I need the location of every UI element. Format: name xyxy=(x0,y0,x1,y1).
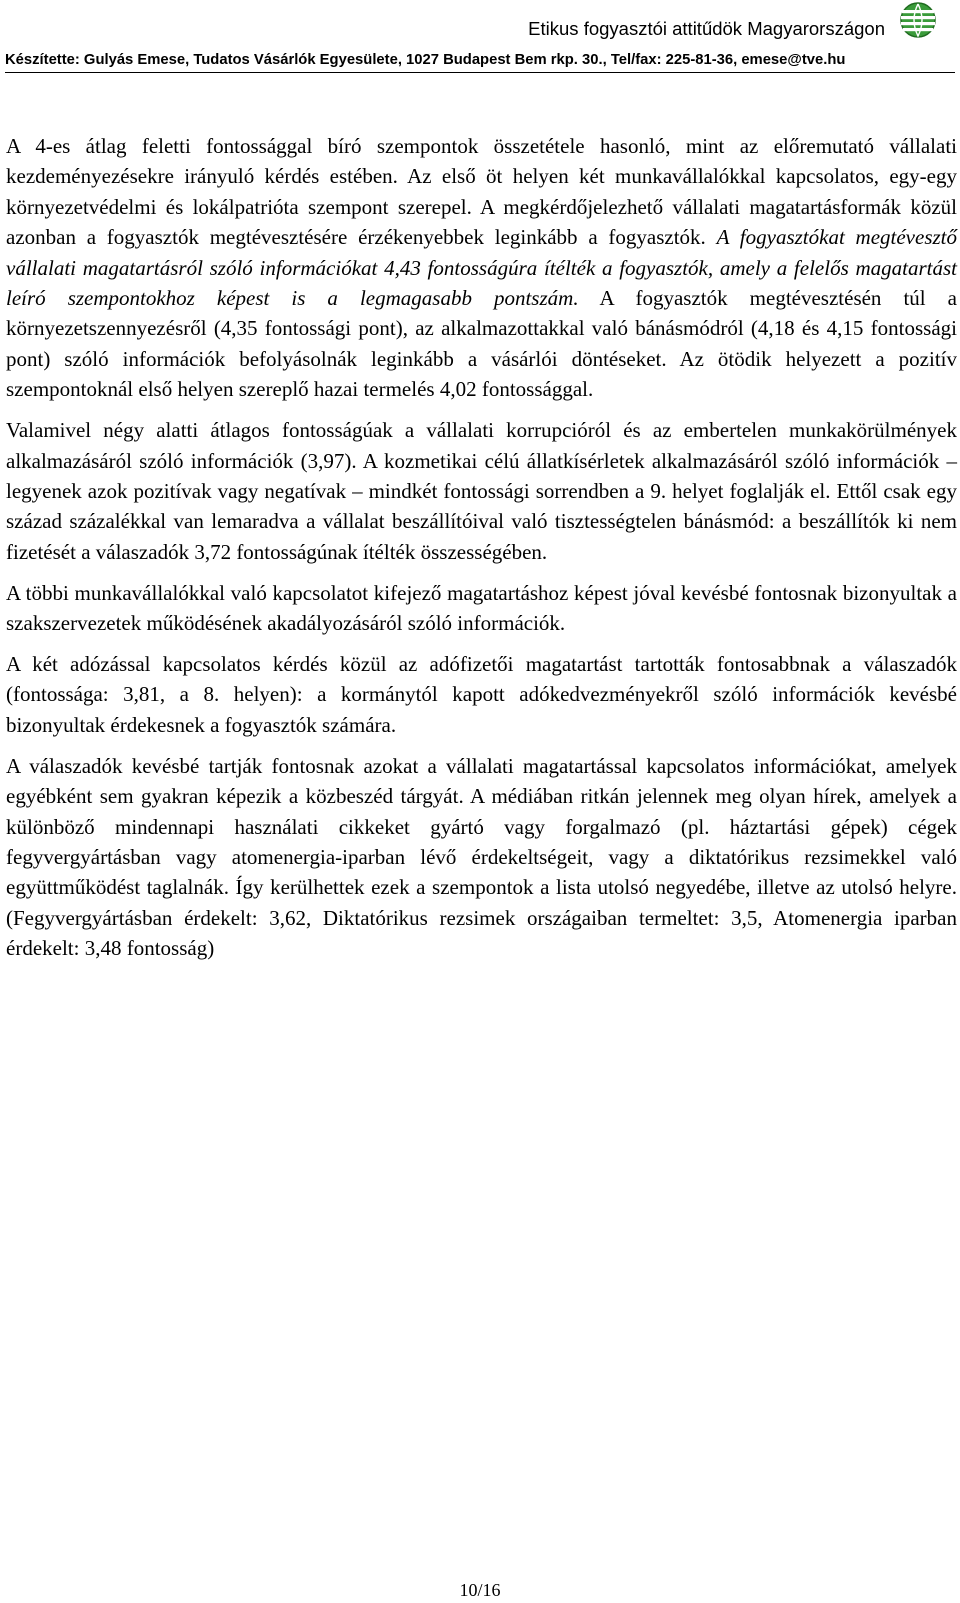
paragraph-5: A válaszadók kevésbé tartják fontosnak azokat a vállalati magatartással kapcsolatos információkat, amelyek egyébként sem gyakran képezik a közbeszéd tárgyát. A médiában ritkán jelennek meg olyan hírek, amelyek a különböző mindennapi használati cikkeket gyártó vagy forgalmazó (pl. háztartási gépek) cégek fegyvergyártásban vagy atomenergia-iparban lévő érdekeltségeit, vagy a diktatórikus rezsimekkel való együttműködést taglalnák. Így kerülhettek ezek a szempontok a lista utolsó negyedébe, illetve az utolsó helyre. (Fegyvergyártásban érdekelt: 3,62, Diktatórikus rezsimek országaiban termeltet: 3,5, Atomenergia iparban érdekelt: 3,48 fontosság) xyxy=(6,753,957,961)
paragraph-1-italic-text: A fogyasztókat megtévesztő vállalati magatartásról szóló információkat 4,43 fontosságúra ítélték a fogyasztók, amely a felelős magatartást leíró szempontokhoz képest is a legmagasabb pontszám. xyxy=(6,225,958,311)
document-body xyxy=(6,131,957,974)
paragraph-2: Valamivel négy alatti átlagos fontosságúak a vállalati korrupcióról és az embertelen munkakörülmények alkalmazásáról szóló információk (3,97). A kozmetikai célú állatkísérletek alkalmazásáról szóló információk – legyenek azok pozitívak vagy negatívak – mindkét fontossági sorrendben a 9. helyet foglalják el. Ettől csak egy század százalékkal van lemaradva a vállalat beszállítóival való tisztességtelen bánásmód: a beszállítók ki nem fizetését a válaszadók 3,72 fontosságúnak ítélték összességében. xyxy=(6,418,957,564)
document-header-author-line: Készítette: Gulyás Emese, Tudatos Vásárlók Egyesülete, 1027 Budapest Bem rkp. 30., Tel/fax: 225-81-36, emese@tve.hu xyxy=(5,52,846,68)
paragraph-1 xyxy=(6,131,957,405)
paragraph-4: A két adózással kapcsolatos kérdés közül az adófizetői magatartást tartották fontosabbnak a válaszadók (fontossága: 3,81, a 8. helyen): a kormánytól kapott adókedvezményekről szóló információk kevésbé bizonyultak érdekesnek a fogyasztók számára. xyxy=(6,652,957,737)
paragraph-3: A többi munkavállalókkal való kapcsolatot kifejező magatartáshoz képest jóval kevésbé fontosnak bizonyultak a szakszervezetek működésének akadályozásáról szóló információk. xyxy=(6,580,957,636)
document-header-title: Etikus fogyasztói attitűdök Magyarországon xyxy=(528,18,885,39)
green-globe-logo-icon xyxy=(898,0,938,40)
paragraph-1-text-a: A 4-es átlag feletti fontossággal bíró szempontok összetétele hasonló, mint az előremutató vállalati kezdeményezésekre irányuló kérdés estében. Az első öt helyen két munkavállalókkal kapcsolatos, egy-egy környezetvédelmi és lokálpatrióta szempont szerepel. A megkérdőjelezhető vállalati magatartásformák közül azonban a fogyasztók megtévesztésére érzékenyebbek leginkább a fogyasztók. xyxy=(6,134,957,250)
paragraph-1-text-c: A fogyasztók megtévesztésén túl a környezetszennyezésről (4,35 fontossági pont), az alkalmazottakkal való bánásmódról (4,18 és 4,15 fontossági pont) szóló információk befolyásolnák leginkább a vásárlói döntéseket. Az ötödik helyezett a pozitív szempontoknál első helyen szereplő hazai termelés 4,02 fontossággal. xyxy=(6,286,957,402)
header-divider xyxy=(5,72,955,73)
page-number: 10/16 xyxy=(459,1580,501,1600)
